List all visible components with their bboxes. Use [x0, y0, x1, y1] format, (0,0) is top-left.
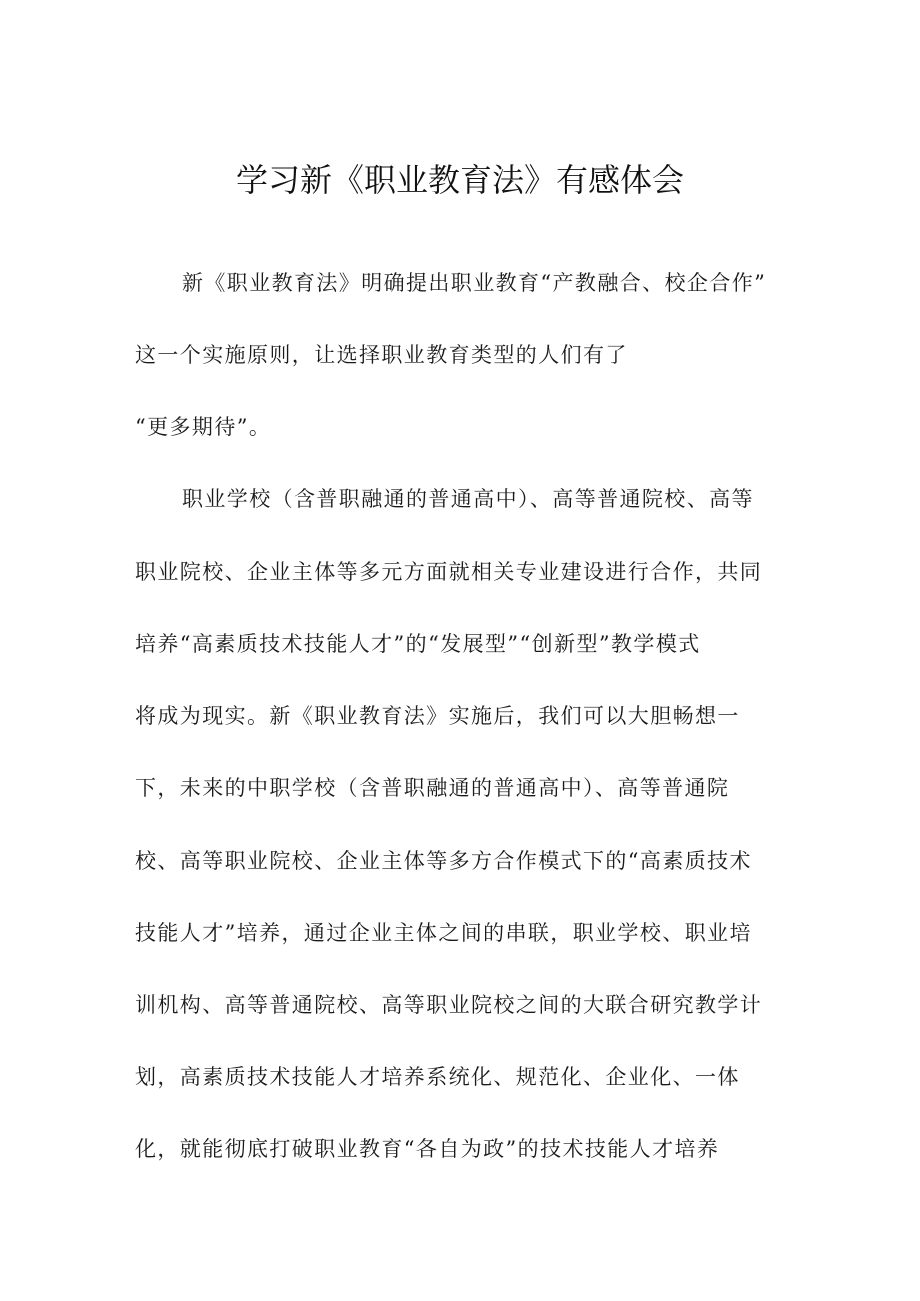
- paragraph-2-line-7: 技能人才”培养，通过企业主体之间的串联，职业学校、职业培: [135, 921, 752, 945]
- paragraph-1-line-2: 这一个实施原则，让选择职业教育类型的人们有了: [135, 343, 628, 367]
- paragraph-2-line-4: 将成为现实。新《职业教育法》实施后，我们可以大胆畅想一: [135, 704, 740, 728]
- paragraph-1-line-1: 新《职业教育法》明确提出职业教育“产教融合、校企合作”: [182, 271, 767, 295]
- paragraph-1-line-3: “更多期待”。: [135, 415, 272, 439]
- paragraph-2-line-6: 校、高等职业院校、企业主体等多方合作模式下的“高素质技术: [135, 849, 752, 873]
- document-title: 学习新《职业教育法》有感体会: [235, 161, 684, 199]
- paragraph-2-line-8: 训机构、高等普通院校、高等职业院校之间的大联合研究教学计: [135, 993, 763, 1017]
- paragraph-2-line-3: 培养“高素质技术技能人才”的“发展型”“创新型”教学模式: [135, 632, 701, 656]
- paragraph-2-line-9: 划，高素质技术技能人才培养系统化、规范化、企业化、一体: [135, 1065, 740, 1089]
- paragraph-2-line-5: 下，未来的中职学校（含普职融通的普通高中）、高等普通院: [135, 776, 730, 800]
- paragraph-2-line-1: 职业学校（含普职融通的普通高中）、高等普通院校、高等: [182, 487, 754, 511]
- paragraph-2-line-2: 职业院校、企业主体等多元方面就相关专业建设进行合作，共同: [135, 560, 763, 584]
- paragraph-2-line-10: 化，就能彻底打破职业教育“各自为政”的技术技能人才培养: [135, 1137, 720, 1161]
